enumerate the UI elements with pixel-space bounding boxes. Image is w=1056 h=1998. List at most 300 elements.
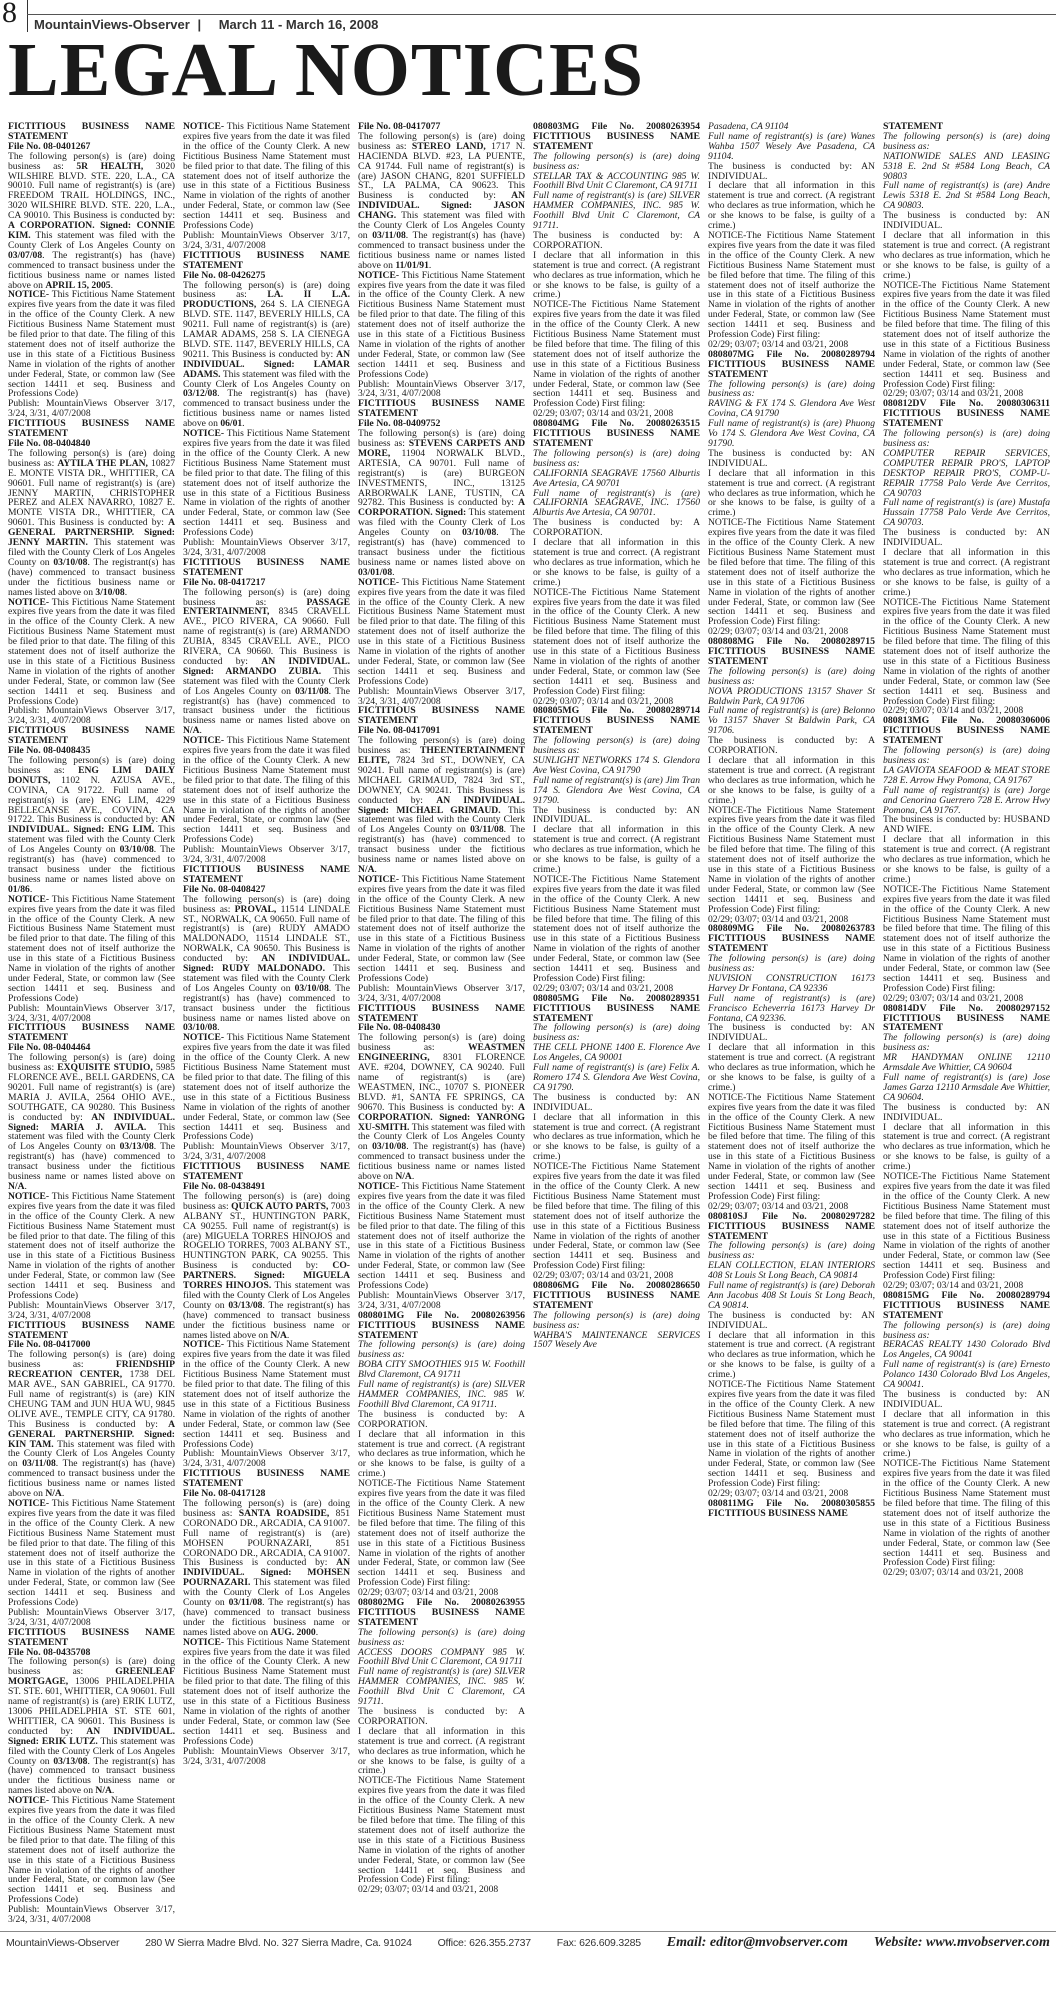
- business-name: LA GAVIOTA SEAFOOD & MEAT STORE 728 E. Arrow Hwy Pomona, CA 91767: [883, 764, 1050, 786]
- notice-body: The following person(s) is (are) doing business as: STEVENS CARPETS AND MORE, 11904 NORWALK BLVD., ARTESIA, CA 90701. Full name of registrant(s) is (are) BURGEON INVESTMENTS, INC., 13125 ARBORWALK LANE, TUSTIN, CA 92782. This Business is conducted by: A CORPORATION. Signed: This statement was filed with the County Clerk of Los Angeles County on 03/10/08. The registrant(s) has (have) commenced to transact business under the fictitious business name or names listed above on 03/01/08.: [358, 428, 525, 578]
- file-number: File No. 08-0408427: [183, 883, 266, 895]
- notice-bold-text: AN INDIVIDUAL. Signed: RUDY MALDONADO.: [183, 953, 350, 975]
- notice-bold-text: 03/11/08: [372, 229, 406, 241]
- notice-heading: 080811MG File No. 20080305855 FICTITIOUS BUSINESS NAME: [708, 1497, 875, 1519]
- publish-dates: 02/29; 03/07; 03/14 and 03/21, 2008: [883, 992, 1024, 1004]
- notice-text: NOTICE-The Fictitious Name Statement expires five years from the date it was filed in the office of the County Clerk. A new Fictitious Business Name Statement must be filed before that time. The filing of this statement does not of itself authorize the use in this state of a Fictitious Business Name in violation of the rights of another under Federal, State, or common law (See section 14411 et seq. Business and Profession Code) First filing:: [358, 1775, 525, 1886]
- notice-column-3: [358, 122, 525, 1925]
- notice-text: NOTICE-The Fictitious Name Statement expires five years from the date it was filed in the office of the County Clerk. A new Fictitious Business Name Statement must be filed before that time. The filing of this statement does not of itself authorize the use in this state of a Fictitious Business Name in violation of the rights of another under Federal, State, or common law (See section 14411 et seq. Business and Profession Code) First filing:: [533, 1161, 700, 1272]
- notice-heading: FICTITIOUS BUSINESS NAME STATEMENT: [358, 705, 525, 727]
- notice-bold-text: EXQUISITE STUDIO,: [57, 1062, 153, 1074]
- notice-bold-text: 03/13/08: [228, 1299, 263, 1311]
- conducted-by: The business is conducted by: HUSBAND AND WIFE.: [883, 814, 1050, 836]
- notice-text: NOTICE- This Fictitious Name Statement expires five years from the date it was filed in the office of the County Clerk. A new Fictitious Business Name Statement must be filed prior to that date. The filing of this statement does not of itself authorize the use in this state of a Fictitious Business Name in violation of the rights of another under Federal, State, or common law (See section 14411 et seq. Business and Professions Code): [8, 1497, 175, 1609]
- notice-bold-text: 03/11/08: [470, 824, 504, 836]
- legal-notice: [183, 1162, 350, 1469]
- conducted-by: The business is conducted by: AN INDIVIDUAL.: [883, 1101, 1050, 1123]
- notice-intro: The following person(s) is (are) doing business as:: [533, 1309, 700, 1331]
- publish-dates: 02/29; 03/07; 03/14 and 03/21, 2008: [883, 1280, 1024, 1292]
- notice-text: NOTICE-The Fictitious Name Statement expires five years from the date it was filed in the office of the County Clerk. A new Fictitious Business Name Statement must be filed before that time. The filing of this statement does not of itself authorize the use in this state of a Fictitious Business Name in violation of the rights of another under Federal, State, or common law (See section 14411 et seq. Business and Profession Code) First filing:: [533, 299, 700, 410]
- file-number: File No. 08-0408430: [358, 1022, 441, 1034]
- notice-body: The following person(s) is (are) doing business as: ENG LIM DAILY DONUTS, 1102 N. AZUSA AVE., COVINA, CA 91722. Full name of registrant(s) is (are) ENG LIM, 4229 BELLECANSE AVE., COVINA, CA 91722. This Business is conducted by: AN INDIVIDUAL. Signed: ENG LIM. This statement was filed with the County Clerk of Los Angeles County on 03/10/08. The registrant(s) has (have) commenced to transact business under the fictitious business name or names listed above on 01/86.: [8, 755, 176, 895]
- publish-line: Publish: MountainViews Observer 3/17, 3/24, 3/31, 4/07/2008: [183, 229, 350, 251]
- notice-label: NOTICE-: [8, 289, 50, 301]
- notice-bold-text: 03/13/08: [119, 1141, 154, 1153]
- notice-bold-text: A CORPORATION. Signed: CONNIE KIM.: [8, 220, 175, 241]
- notice-label: NOTICE-: [183, 1339, 225, 1351]
- notice-text: NOTICE- This Fictitious Name Statement expires five years from the date it was filed in the office of the County Clerk. A new Fictitious Business Name Statement must be filed prior to that date. The filing of this statement does not of itself authorize the use in this state of a Fictitious Business Name in violation of the rights of another under Federal, State, or common law (See section 14411 et seq. Business and Professions Code): [183, 121, 350, 232]
- registrant: Full name of registrant(s) is (are) Phuong Vo 174 S. Glendora Ave West Covina, CA 91790.: [708, 418, 875, 449]
- business-name: ELAN COLLECTION, ELAN INTERIORS 408 St Louis St Long Beach, CA 90814: [708, 1260, 875, 1282]
- legal-notice: [183, 251, 350, 558]
- declaration: I declare that all information in this statement is true and correct. (A registrant who declares as true information, which he or she knows to be false, is guilty of a crime.): [533, 824, 700, 875]
- declaration: I declare that all information in this statement is true and correct. (A registrant who declares as true information, which he or she knows to be false, is guilty of a crime.): [358, 1428, 525, 1480]
- notice-intro: The following person(s) is (are) doing business as:: [883, 1319, 1050, 1341]
- business-name: COMPUTER REPAIR SERVICES, COMPUTER REPAIR PRO'S, LAPTOP DESKTOP REPAIR PRO'S, COMP-U-REPAIR 17758 Palo Verde Ave Cerritos, CA 90703: [883, 447, 1050, 499]
- conducted-by: The business is conducted by: AN INDIVIDUAL.: [708, 1309, 875, 1331]
- business-name: BERACAS REALTY 1430 Colorado Blvd Los Angeles, CA 90041: [883, 1339, 1050, 1361]
- header-rule: [27, 14, 1056, 15]
- publish-line: Publish: MountainViews Observer 3/17, 3/24, 3/31, 4/07/2008: [8, 1299, 175, 1321]
- notice-intro: The following person(s) is (are) doing business as:: [708, 665, 875, 687]
- notice-label: NOTICE-: [8, 893, 50, 905]
- notice-text: NOTICE-The Fictitious Name Statement expires five years from the date it was filed in the office of the County Clerk. A new Fictitious Business Name Statement must be filed before that time. The filing of this statement does not of itself authorize the use in this state of a Fictitious Business Name in violation of the rights of another under Federal, State, or common law (See section 14411 et seq. Business and Profession Code) First filing:: [883, 596, 1050, 707]
- conducted-by: The business is conducted by: AN INDIVIDUAL.: [883, 1389, 1050, 1410]
- notice-bold-text: LA. II L.A. PRODUCTIONS,: [183, 289, 350, 311]
- notice-bold-text: AUG. 2000: [270, 1626, 316, 1638]
- business-name: BOBA CITY SMOOTHIES 915 W. Foothill Blvd Claremont, CA 91711: [358, 1359, 525, 1381]
- legal-notice: [883, 399, 1050, 716]
- registrant: Full name of registrant(s) is (are) Felix A. Romero 174 S. Glendora Ave West Covina, CA 91790.: [533, 1062, 700, 1093]
- file-number: File No. 08-0417128: [183, 1488, 266, 1500]
- page-headline: LEGAL NOTICES: [8, 28, 644, 112]
- legal-notice: [358, 399, 525, 706]
- publish-line: Publish: MountainViews Observer 3/17, 3/24, 3/31, 4/07/2008: [358, 685, 525, 707]
- notice-bold-text: AN INDIVIDUAL. Signed: JASON CHANG.: [358, 190, 525, 222]
- file-number: File No. 08-0417091: [358, 725, 441, 737]
- registrant: Full name of registrant(s) is (are) Francisco Echeverria 16173 Harvey Dr Fontana, CA 92336.: [708, 992, 875, 1024]
- business-name: RAVING & FX 174 S. Glendora Ave West Covina, CA 91790: [708, 398, 875, 420]
- legal-notice: [708, 1499, 875, 1519]
- legal-notice: [883, 716, 1050, 1003]
- legal-notice: [183, 122, 350, 251]
- publish-line: Publish: MountainViews Observer 3/17, 3/24, 3/31, 4/07/2008: [358, 1289, 525, 1311]
- notice-bold-text: N/A: [270, 1329, 287, 1341]
- publish-line: Publish: MountainViews Observer 3/17, 3/24, 3/31, 4/07/2008: [8, 1904, 175, 1926]
- publish-line: Publish: MountainViews Observer 3/17, 3/24, 3/31, 4/07/2008: [358, 982, 525, 1004]
- notice-heading: FICTITIOUS BUSINESS NAME STATEMENT: [358, 398, 525, 420]
- notice-text: NOTICE-The Fictitious Name Statement expires five years from the date it was filed in the office of the County Clerk. A new Fictitious Business Name Statement must be filed before that time. The filing of this statement does not of itself authorize the use in this state of a Fictitious Business Name in violation of the rights of another under Federal, State, or common law (See section 14411 et seq. Business and Profession Code) First filing:: [708, 229, 875, 341]
- declaration: I declare that all information in this statement is true and correct. (A registrant who declares as true information, which he or she knows to be false, is guilty of a crime.): [883, 1121, 1050, 1173]
- notice-column-1: [8, 122, 175, 1925]
- notice-bold-text: A CORPORATION. Signed: YANRONG XU-SMITH.: [358, 1101, 525, 1133]
- legal-notice: [8, 726, 175, 1023]
- business-name: ACCESS DOORS COMPANY 985 W. Foothill Blvd Unit C Claremont, CA 91711: [358, 1646, 525, 1668]
- publish-line: Publish: MountainViews Observer 3/17, 3/24, 3/31, 4/07/2008: [8, 1606, 175, 1628]
- file-number: File No. 08-0438491: [183, 1180, 266, 1192]
- notice-text: NOTICE- This Fictitious Name Statement expires five years from the date it was filed in the office of the County Clerk. A new Fictitious Business Name Statement must be filed prior to that date. The filing of this statement does not of itself authorize the use in this state of a Fictitious Business Name in violation of the rights of another under Federal, State, or common law (See section 14411 et seq. Business and Professions Code): [358, 873, 525, 984]
- notice-heading: FICTITIOUS BUSINESS NAME STATEMENT: [183, 1468, 350, 1490]
- notice-intro: The following person(s) is (are) doing business as:: [533, 447, 700, 469]
- page-header: [0, 0, 1056, 122]
- notice-label: NOTICE-: [358, 576, 400, 588]
- notice-label: NOTICE-: [8, 1795, 50, 1807]
- notice-bold-text: THEENTERTAINMENT ELITE,: [358, 745, 525, 766]
- registrant: Full name of registrant(s) is (are) Andre Lewis 5318 E. 2nd St #584 Long Beach, CA 90803.: [883, 180, 1050, 212]
- notice-text: NOTICE- This Fictitious Name Statement expires five years from the date it was filed in the office of the County Clerk. A new Fictitious Business Name Statement must be filed prior to that date. The filing of this statement does not of itself authorize the use in this state of a Fictitious Business Name in violation of the rights of another under Federal, State, or common law (See section 14411 et seq. Business and Professions Code): [358, 269, 525, 380]
- notice-heading: 080815MG File No. 20080289794 FICTITIOUS BUSINESS NAME STATEMENT: [883, 1289, 1050, 1321]
- declaration: I declare that all information in this statement is true and correct. (A registrant who declares as true information, which he or she knows to be false, is guilty of a crime.): [533, 1111, 700, 1163]
- notice-intro: The following person(s) is (are) doing business as:: [533, 735, 700, 757]
- conducted-by: The business is conducted by: AN INDIVIDUAL.: [708, 1022, 875, 1044]
- notice-text: NOTICE- This Fictitious Name Statement expires five years from the date it was filed in the office of the County Clerk. A new Fictitious Business Name Statement must be filed prior to that date. The filing of this statement does not of itself authorize the use in this state of a Fictitious Business Name in violation of the rights of another under Federal, State, or common law (See section 14411 et seq. Business and Professions Code): [183, 1339, 350, 1450]
- notice-heading: FICTITIOUS BUSINESS NAME STATEMENT: [183, 863, 350, 885]
- registrant: Full name of registrant(s) is (are) Wanes Wahba 1507 Wesely Ave Pasadena, CA 91104.: [708, 130, 875, 162]
- publish-line: Publish: MountainViews Observer 3/17, 3/24, 3/31, 4/07/2008: [183, 844, 350, 866]
- notice-columns: [8, 122, 1050, 1925]
- legal-notice: [183, 865, 350, 1162]
- notice-label: NOTICE-: [183, 1032, 225, 1044]
- registrant: Full name of registrant(s) is (are) SILVER HAMMER COMPANIES, INC. 985 W. Foothill Blvd Unit C Claremont, CA 91711.: [533, 190, 700, 232]
- conducted-by: The business is conducted by: A CORPORATION.: [358, 1706, 525, 1727]
- legal-notice: [708, 350, 875, 637]
- legal-notice: [8, 1023, 175, 1320]
- business-name: Pasadena, CA 91104: [708, 121, 789, 132]
- notice-intro: The following person(s) is (are) doing business as:: [708, 378, 875, 400]
- legal-notice: [358, 1004, 525, 1311]
- notice-text: NOTICE- This Fictitious Name Statement expires five years from the date it was filed in the office of the County Clerk. A new Fictitious Business Name Statement must be filed prior to that date. The filing of this statement does not of itself authorize the use in this state of a Fictitious Business Name in violation of the rights of another under Federal, State, or common law (See section 14411 et seq. Business and Professions Code): [183, 428, 350, 539]
- conducted-by: The business is conducted by: AN INDIVIDUAL.: [883, 527, 1050, 549]
- notice-column-2: [183, 122, 350, 1925]
- conducted-by: The business is conducted by: AN INDIVIDUAL.: [708, 160, 875, 182]
- legal-notice: [533, 122, 700, 419]
- legal-notice: [8, 1628, 175, 1925]
- notice-text: NOTICE- This Fictitious Name Statement expires five years from the date it was filed in the office of the County Clerk. A new Fictitious Business Name Statement must be filed prior to that date. The filing of this statement does not of itself authorize the use in this state of a Fictitious Business Name in violation of the rights of another under Federal, State, or common law (See section 14411 et seq. Business and Professions Code): [8, 596, 175, 707]
- notice-bold-text: A GENERAL PARTNERSHIP. Signed: JENNY MARTIN.: [8, 517, 175, 549]
- publish-dates: 02/29; 03/07; 03/14 and 03/21, 2008: [358, 1884, 499, 1896]
- file-number: File No. 08-0404464: [8, 1042, 91, 1054]
- notice-bold-text: AN INDIVIDUAL. Signed: MOHSEN POURNAZARI.: [183, 1557, 350, 1589]
- conducted-by: The business is conducted by: AN INDIVIDUAL.: [708, 447, 875, 469]
- conducted-by: The business is conducted by: AN INDIVIDUAL.: [533, 804, 700, 826]
- notice-heading: 080808MG File No. 20080289715 FICTITIOUS BUSINESS NAME STATEMENT: [708, 636, 875, 667]
- footer-paper: MountainViews-Observer: [6, 1936, 120, 1949]
- notice-heading: FICTITIOUS BUSINESS NAME STATEMENT: [183, 1161, 350, 1183]
- business-name: NOVA PRODUCTIONS 13157 Shaver St Baldwin Park, CA 91706: [708, 685, 875, 707]
- notice-bold-text: N/A: [183, 725, 200, 737]
- notice-label: NOTICE-: [183, 1636, 225, 1648]
- footer-fax: Fax: 626.609.3285: [556, 1936, 641, 1949]
- notice-bold-text: N/A: [8, 1180, 25, 1192]
- business-name: CALIFORNIA SEAGRAVE 17560 Alburtis Ave Artesia, CA 90701: [533, 467, 700, 489]
- publish-dates: 02/29; 03/07; 03/14 and 03/21, 2008: [533, 695, 674, 707]
- legal-notice: [708, 924, 875, 1211]
- notice-bold-text: 03/10/08: [119, 844, 154, 856]
- masthead-paper: MountainViews-Observer: [34, 17, 190, 32]
- notice-bold-text: AN INDIVIDUAL. Signed: ERIK LUTZ.: [8, 1725, 175, 1747]
- notice-body: The following person(s) is (are) doing business as: WEASTMEN ENGINEERING, 8301 FLORENCE AVE. #204, DOWNEY, CA 90240. Full name of registrant(s) is (are) WEASTMEN, INC., 10707 S. PIONEER BLVD. #1, SANTA FE SPRINGS, CA 90670. This Business is conducted by: A CORPORATION. Signed: YANRONG XU-SMITH. This statement was filed with the County Clerk of Los Angeles County on 03/10/08. The registrant(s) has (have) commenced to transact business under the fictitious business name or names listed above on N/A.: [358, 1032, 525, 1183]
- notice-body: The following person(s) is (are) doing business as: EXQUISITE STUDIO, 5985 FLORENCE AVE., BELL GARDENS, CA 90201. Full name of registrant(s) is (are) MARIA J. AVILA, 2564 OHIO AVE., SOUTHGATE, CA 90280. This Business is conducted by: AN INDIVIDUAL. Signed: MARIA J. AVILA. This statement was filed with the County Clerk of Los Angeles County on 03/13/08. The registrant(s) has (have) commenced to transact business under the fictitious business name or names listed above on N/A.: [8, 1052, 175, 1192]
- legal-notice: [883, 122, 1050, 399]
- notice-body: The following person(s) is (are) doing business as: SANTA ROADSIDE, 851 CORONADO DR., ARCADIA, CA 91007. Full name of registrant(s) is (are) MOHSEN POURNAZARI, 851 CORONADO DR., ARCADIA, CA 91007. This Business is conducted by: AN INDIVIDUAL. Signed: MOHSEN POURNAZARI. This statement was filed with the County Clerk of Los Angeles County on 03/11/08. The registrant(s) has (have) commenced to transact business under the fictitious business name or names listed above on AUG. 2000.: [183, 1497, 351, 1638]
- notice-label: NOTICE-: [358, 1180, 400, 1192]
- file-number: File No. 08-0417217: [183, 576, 266, 588]
- file-number: File No. 08-0417000: [8, 1339, 91, 1351]
- notice-heading: 080814DV File No. 20080297152 FICTITIOUS BUSINESS NAME STATEMENT: [883, 1002, 1050, 1034]
- notice-heading: FICTITIOUS BUSINESS NAME STATEMENT: [8, 1626, 175, 1648]
- notice-bold-text: 01/86: [8, 883, 30, 895]
- legal-notice: [8, 122, 175, 419]
- publish-dates: 02/29; 03/07; 03/14 and 03/21, 2008: [883, 1567, 1024, 1579]
- notice-bold-text: PROVAL,: [234, 903, 277, 915]
- notice-text: NOTICE- This Fictitious Name Statement expires five years from the date it was filed in the office of the County Clerk. A new Fictitious Business Name Statement must be filed prior to that date. The filing of this statement does not of itself authorize the use in this state of a Fictitious Business Name in violation of the rights of another under Federal, State, or common law (See section 14411 et seq. Business and Professions Code): [183, 735, 350, 846]
- notice-intro: The following person(s) is (are) doing business as:: [358, 1626, 525, 1648]
- registrant: Full name of registrant(s) is (are) Jorge and Cenorina Guerrero 728 E. Arrow Hwy Pomona, CA 91767.: [883, 784, 1050, 816]
- notice-column-5: [708, 122, 875, 1925]
- file-number: File No. 08-0435708: [8, 1646, 91, 1658]
- legal-notice: [183, 1469, 350, 1766]
- legal-notice: [533, 706, 700, 993]
- registrant: Full name of registrant(s) is (are) Jose James Garza 12110 Armsdale Ave Whittier, CA 90604.: [883, 1072, 1050, 1103]
- publish-dates: 02/29; 03/07; 03/14 and 03/21, 2008: [708, 1200, 849, 1212]
- notice-text: NOTICE-The Fictitious Name Statement expires five years from the date it was filed in the office of the County Clerk. A new Fictitious Business Name Statement must be filed before that time. The filing of this statement does not of itself authorize the use in this state of a Fictitious Business Name in violation of the rights of another under Federal, State, or common law (See section 14411 et seq. Business and Profession Code) First filing:: [708, 804, 875, 915]
- legal-notice: [358, 1311, 525, 1598]
- notice-body: The following person(s) is (are) doing business as: QUICK AUTO PARTS, 7003 ALBANY ST., HUNTINGTON PARK, CA 90255. Full name of registrant(s) is (are) MIGUELA TORRES HINOJOS and ROGELIO TORRES, 7003 ALBANY ST., HUNTINGTON PARK, CA 90255. This Business is conducted by: CO-PARTNERS. Signed: MIGUELA TORRES HINOJOS. This statement was filed with the County Clerk of Los Angeles County on 03/13/08. The registrant(s) has (have) commenced to transact business under the fictitious business name or names listed above on N/A.: [183, 1190, 350, 1341]
- legal-notice: [358, 1598, 525, 1895]
- publish-dates: 02/29; 03/07; 03/14 and 03/21, 2008: [883, 705, 1024, 717]
- publish-line: Publish: MountainViews Observer 3/17, 3/24, 3/31, 4/07/2008: [183, 537, 350, 558]
- legal-notice: [8, 419, 175, 726]
- notice-bold-text: 03/10/08: [183, 1022, 218, 1034]
- legal-notice: [358, 122, 525, 399]
- legal-notice: [883, 1004, 1050, 1291]
- footer-office: Office: 626.355.2737: [437, 1936, 531, 1949]
- notice-bold-text: 03/13/08: [53, 1755, 88, 1767]
- notice-bold-text: PASSAGE ENTERTAINMENT,: [183, 596, 350, 618]
- publish-dates: 02/29; 03/07; 03/14 and 03/21, 2008: [708, 913, 849, 925]
- file-number: File No. 08-0417077: [358, 121, 441, 132]
- publish-line: Publish: MountainViews Observer 3/17, 3/24, 3/31, 4/07/2008: [8, 705, 175, 727]
- notice-text: NOTICE- This Fictitious Name Statement expires five years from the date it was filed in the office of the County Clerk. A new Fictitious Business Name Statement must be filed prior to that date. The filing of this statement does not of itself authorize the use in this state of a Fictitious Business Name in violation of the rights of another under Federal, State, or common law (See section 14411 et seq. Business and Professions Code): [183, 1636, 350, 1747]
- conducted-by: The business is conducted by: A CORPORATION.: [533, 229, 700, 251]
- notice-intro: The following person(s) is (are) doing business as:: [883, 745, 1050, 766]
- file-number: File No. 08-0408435: [8, 745, 91, 757]
- notice-text: NOTICE-The Fictitious Name Statement expires five years from the date it was filed in the office of the County Clerk. A new Fictitious Business Name Statement must be filed before that time. The filing of this statement does not of itself authorize the use in this state of a Fictitious Business Name in violation of the rights of another under Federal, State, or common law (See section 14411 et seq. Business and Profession Code) First filing:: [883, 1171, 1050, 1282]
- footer-email[interactable]: Email: editor@mvobserver.com: [666, 1934, 848, 1950]
- notice-bold-text: 03/12/08: [183, 388, 218, 400]
- notice-bold-text: QUICK AUTO PARTS,: [231, 1200, 329, 1212]
- notice-bold-text: A GENERAL PARTNERSHIP. Signed: KIN TAM.: [8, 1418, 175, 1450]
- registrant: Full name of registrant(s) is (are) Jim Tran 174 S. Glendora Ave West Covina, CA 91790.: [533, 774, 700, 806]
- notice-heading: FICTITIOUS BUSINESS NAME STATEMENT: [183, 249, 350, 271]
- business-name: STELLAR TAX & ACCOUNTING 985 W. Foothill Blvd Unit C Claremont, CA 91711: [533, 170, 700, 192]
- legal-notice: [533, 419, 700, 706]
- notice-heading: FICTITIOUS BUSINESS NAME STATEMENT: [8, 418, 175, 440]
- conducted-by: The business is conducted by: A CORPORATION.: [533, 517, 700, 539]
- declaration: I declare that all information in this statement is true and correct. (A registrant who declares as true information, which he or she knows to be false, is guilty of a crime.): [708, 755, 875, 806]
- notice-text: NOTICE-The Fictitious Name Statement expires five years from the date it was filed in the office of the County Clerk. A new Fictitious Business Name Statement must be filed before that time. The filing of this statement does not of itself authorize the use in this state of a Fictitious Business Name in violation of the rights of another under Federal, State, or common law (See section 14411 et seq. Business and Profession Code) First filing:: [708, 1091, 875, 1202]
- notice-bold-text: 03/11/08: [228, 1597, 263, 1609]
- notice-label: NOTICE-: [8, 596, 50, 608]
- notice-heading: 080807MG File No. 20080289794 FICTITIOUS BUSINESS NAME STATEMENT: [708, 348, 875, 380]
- notice-body: The following person(s) is (are) doing business as: PASSAGE ENTERTAINMENT, 8345 CRAVELL AVE., PICO RIVERA, CA 90660. Full name of registrant(s) is (are) ARMANDO ZUBIA, 8345 CRAVELL AVE., PICO RIVERA, CA 90660. This Business is conducted by: AN INDIVIDUAL. Signed: ARMANDO ZUBIA. This statement was filed with the County Clerk of Los Angeles County on 03/11/08. The registrant(s) has (have) commenced to transact business under the fictitious business name or names listed above on N/A.: [183, 586, 350, 737]
- file-number: File No. 08-0426275: [183, 269, 266, 281]
- notice-label: NOTICE-: [358, 269, 400, 281]
- notice-body: The following person(s) is (are) doing business as: 5R HEALTH, 3020 WILSHIRE BLVD. STE. 220, L.A., CA 90010. Full name of registrant(s) is (are) FREEDOM TRAIL HOLDINGS, INC., 3020 WILSHIRE BLVD. STE. 220, L.A., CA 90010. This Business is conducted by: A CORPORATION. Signed: CONNIE KIM. This statement was filed with the County Clerk of Los Angeles County on 03/07/08. The registrant(s) has (have) commenced to transact business under the fictitious business name or names listed above on APRIL 15, 2005.: [8, 150, 175, 291]
- legal-notice: [8, 1321, 175, 1628]
- registrant: Full name of registrant(s) is (are) CALIFORNIA SEAGRAVE, INC. 17560 Alburtis Ave Artesia, CA 90701.: [533, 487, 700, 519]
- notice-bold-text: N/A: [45, 1488, 62, 1500]
- declaration: I declare that all information in this statement is true and correct. (A registrant who declares as true information, which he or she knows to be false, is guilty of a crime.): [708, 467, 875, 519]
- declaration: I declare that all information in this statement is true and correct. (A registrant who declares as true information, which he or she knows to be false, is guilty of a crime.): [708, 180, 875, 232]
- notice-label: NOTICE-: [8, 1190, 50, 1202]
- notice-intro: The following person(s) is (are) doing business as:: [883, 130, 1050, 152]
- publish-dates: 02/29; 03/07; 03/14 and 03/21, 2008: [708, 626, 849, 638]
- notice-bold-text: 03/10/08: [53, 556, 88, 568]
- notice-body: The following person(s) is (are) doing business as: PROVAL, 11514 LINDALE ST., NORWALK, CA 90650. Full name of registrant(s) is (are) RUDY AMADO MALDONADO, 11514 LINDALE ST., NORWALK, CA 90650. This Business is conducted by: AN INDIVIDUAL. Signed: RUDY MALDONADO. This statement was filed with the County Clerk of Los Angeles County on 03/10/08. The registrant(s) has (have) commenced to transact business under the fictitious business name or names listed above on 03/10/08.: [183, 893, 351, 1034]
- notice-heading: FICTITIOUS BUSINESS NAME STATEMENT: [8, 1022, 175, 1044]
- notice-text: NOTICE- This Fictitious Name Statement expires five years from the date it was filed in the office of the County Clerk. A new Fictitious Business Name Statement must be filed prior to that date. The filing of this statement does not of itself authorize the use in this state of a Fictitious Business Name in violation of the rights of another under Federal, State, or common law (See section 14411 et seq. Business and Professions Code): [8, 289, 175, 400]
- business-name: MR HANDYMAN ONLINE 12110 Armsdale Ave Whittier, CA 90604: [883, 1052, 1050, 1074]
- declaration: I declare that all information in this statement is true and correct. (A registrant who declares as true information, which he or she knows to be false, is guilty of a crime.): [883, 546, 1050, 598]
- notice-bold-text: STEREO LAND,: [411, 140, 486, 152]
- declaration: I declare that all information in this statement is true and correct. (A registrant who declares as true information, which he or she knows to be false, is guilty of a crime.): [533, 249, 700, 301]
- legal-notice: [533, 994, 700, 1281]
- notice-bold-text: APRIL 15, 2005: [45, 279, 111, 291]
- conducted-by: The business is conducted by: A CORPORATION.: [358, 1408, 525, 1430]
- footer-website[interactable]: Website: www.mvobserver.com: [873, 1934, 1050, 1950]
- notice-bold-text: FRIENDSHIP RECREATION CENTER,: [8, 1359, 175, 1381]
- notice-label: NOTICE-: [183, 735, 225, 747]
- notice-intro: The following person(s) is (are) doing business as:: [708, 1240, 875, 1262]
- notice-bold-text: 03/10/08: [372, 1141, 407, 1153]
- notice-heading: FICTITIOUS BUSINESS NAME STATEMENT: [8, 1319, 175, 1341]
- legal-notice: [883, 1291, 1050, 1578]
- notice-heading: 080802MG File No. 20080263955 FICTITIOUS BUSINESS NAME STATEMENT: [358, 1597, 525, 1628]
- notice-text: NOTICE-The Fictitious Name Statement expires five years from the date it was filed in the office of the County Clerk. A new Fictitious Business Name Statement must be filed before that time. The filing of this statement does not of itself authorize the use in this state of a Fictitious Business Name in violation of the rights of another under Federal, State, or common law (See section 14411 et seq. Business and Profession Code) First filing:: [533, 586, 700, 697]
- page-number: 8: [2, 0, 17, 29]
- publish-dates: 02/29; 03/07; 03/14 and 03/21, 2008: [533, 408, 674, 420]
- conducted-by: The business is conducted by: A CORPORATION.: [708, 735, 875, 757]
- notice-heading: FICTITIOUS BUSINESS NAME STATEMENT: [8, 121, 175, 142]
- notice-body: The following person(s) is (are) doing business as: THEENTERTAINMENT ELITE, 7824 3rd ST., DOWNEY, CA 90241. Full name of registrant(s) is (are) MICHAEL GRIMAUD, 7824 3rd ST., DOWNEY, CA 90241. This Business is conducted by: AN INDIVIDUAL. Signed: MICHAEL GRIMAUD. This statement was filed with the County Clerk of Los Angeles County on 03/11/08. The registrant(s) has (have) commenced to transact business under the fictitious business name or names listed above on N/A.: [358, 735, 525, 875]
- notice-intro: The following person(s) is (are) doing business as:: [358, 1339, 525, 1361]
- notice-label: NOTICE-: [358, 873, 400, 885]
- notice-heading: 080804MG File No. 20080263515 FICTITIOUS BUSINESS NAME STATEMENT: [533, 418, 700, 449]
- publish-line: Publish: MountainViews Observer 3/17, 3/24, 3/31, 4/07/2008: [8, 1002, 175, 1024]
- file-number: File No. 08-0409752: [358, 418, 441, 430]
- publish-line: Publish: MountainViews Observer 3/17, 3/24, 3/31, 4/07/2008: [183, 1448, 350, 1470]
- notice-heading: FICTITIOUS BUSINESS NAME STATEMENT: [183, 556, 350, 578]
- publish-dates: 02/29; 03/07; 03/14 and 03/21, 2008: [883, 388, 1024, 400]
- notice-heading: 080806MG File No. 20080286650 FICTITIOUS BUSINESS NAME STATEMENT: [533, 1280, 700, 1311]
- notice-text: NOTICE-The Fictitious Name Statement expires five years from the date it was filed in the office of the County Clerk. A new Fictitious Business Name Statement must be filed before that time. The filing of this statement does not of itself authorize the use in this state of a Fictitious Business Name in violation of the rights of another under Federal, State, or common law (See section 14411 et seq. Business and Profession Code) First filing:: [533, 873, 700, 984]
- notice-bold-text: STEVENS CARPETS AND MORE,: [358, 438, 525, 459]
- notice-bold-text: N/A: [95, 1785, 112, 1797]
- publish-line: Publish: MountainViews Observer 3/17, 3/24, 3/31, 4/07/2008: [183, 1745, 350, 1767]
- notice-bold-text: 03/11/08: [295, 685, 329, 697]
- registrant: Full name of registrant(s) is (are) Mustafa Hussain 17758 Palo Verde Ave Cerritos, CA 90703.: [883, 497, 1050, 529]
- legal-notice: [358, 706, 525, 1003]
- declaration: I declare that all information in this statement is true and correct. (A registrant who declares as true information, which he or she knows to be false, is guilty of a crime.): [358, 1725, 525, 1777]
- declaration: I declare that all information in this statement is true and correct. (A registrant who declares as true information, which he or she knows to be false, is guilty of a crime.): [883, 1408, 1050, 1460]
- notice-intro: The following person(s) is (are) doing business as:: [708, 953, 875, 975]
- notice-body: The following person(s) is (are) doing business as: FRIENDSHIP RECREATION CENTER, 1738 DEL MAR AVE., SAN GABRIEL, CA 91770. Full name of registrant(s) is (are) KIN CHEUNG TAM and JUN HUA WU, 9845 OLIVE AVE., TEMPLE CITY, CA 91780. This Business is conducted by: A GENERAL PARTNERSHIP. Signed: KIN TAM. This statement was filed with the County Clerk of Los Angeles County on 03/11/08. The registrant(s) has (have) commenced to transact business under the fictitious business name or names listed above on N/A.: [8, 1349, 175, 1500]
- publish-line: Publish: MountainViews Observer 3/17, 3/24, 3/31, 4/07/2008: [183, 1141, 350, 1163]
- publish-dates: 02/29; 03/07; 03/14 and 03/21, 2008: [708, 338, 849, 350]
- legal-notice: [708, 637, 875, 924]
- registrant: Full name of registrant(s) is (are) Belonno Vo 13157 Shaver St Baldwin Park, CA 91706.: [708, 705, 875, 737]
- notice-text: NOTICE- This Fictitious Name Statement expires five years from the date it was filed in the office of the County Clerk. A new Fictitious Business Name Statement must be filed prior to that date. The filing of this statement does not of itself authorize the use in this state of a Fictitious Business Name in violation of the rights of another under Federal, State, or common law (See section 14411 et seq. Business and Professions Code): [8, 1795, 175, 1906]
- notice-heading: 080801MG File No. 20080263956 FICTITIOUS BUSINESS NAME STATEMENT: [358, 1309, 525, 1341]
- notice-heading: 080810SJ File No. 20080297282 FICTITIOUS BUSINESS NAME STATEMENT: [708, 1210, 875, 1242]
- business-name: SUNLIGHT NETWORKS 174 S. Glendora Ave West Covina, CA 91790: [533, 755, 700, 776]
- publish-line: Publish: MountainViews Observer 3/17, 3/24, 3/31, 4/07/2008: [8, 398, 175, 420]
- declaration: I declare that all information in this statement is true and correct. (A registrant who declares as true information, which he or she knows to be false, is guilty of a crime.): [533, 537, 700, 588]
- notice-text: NOTICE-The Fictitious Name Statement expires five years from the date it was filed in the office of the County Clerk. A new Fictitious Business Name Statement must be filed before that time. The filing of this statement does not of itself authorize the use in this state of a Fictitious Business Name in violation of the rights of another under Federal, State, or common law (See section 14411 et seq. Business and Profession Code) First filing:: [708, 517, 875, 628]
- declaration: I declare that all information in this statement is true and correct. (A registrant who declares as true information, which he or she knows to be false, is guilty of a crime.): [883, 834, 1050, 885]
- notice-bold-text: CO-PARTNERS. Signed: MIGUELA TORRES HINOJOS.: [183, 1260, 350, 1292]
- notice-intro: The following person(s) is (are) doing business as:: [883, 1032, 1050, 1054]
- notice-bold-text: 03/11/08: [22, 1458, 56, 1470]
- legal-notice: [708, 1212, 875, 1499]
- notice-column-6: [883, 122, 1050, 1925]
- notice-bold-text: N/A: [395, 1171, 412, 1183]
- notice-body: The following person(s) is (are) doing business as: GREENLEAF MORTGAGE, 13006 PHILADELPHIA ST. STE. 601, WHITTIER, CA 90601. Full name of registrant(s) is (are) ERIK LUTZ, 13006 PHILADELPHIA ST. STE 601, WHITTIER, CA 90601. This Business is conducted by: AN INDIVIDUAL. Signed: ERIK LUTZ. This statement was filed with the County Clerk of Los Angeles County on 03/13/08. The registrant(s) has (have) commenced to transact business under the fictitious business name or names listed above on N/A.: [8, 1656, 176, 1797]
- notice-bold-text: AN INDIVIDUAL. Signed: ENG LIM.: [8, 814, 175, 836]
- notice-text: NOTICE- This Fictitious Name Statement expires five years from the date it was filed in the office of the County Clerk. A new Fictitious Business Name Statement must be filed prior to that date. The filing of this statement does not of itself authorize the use in this state of a Fictitious Business Name in violation of the rights of another under Federal, State, or common law (See section 14411 et seq. Business and Professions Code): [8, 893, 175, 1004]
- notice-heading: 080805MG File No. 20080289714 FICTITIOUS BUSINESS NAME STATEMENT: [533, 705, 700, 737]
- notice-text: NOTICE-The Fictitious Name Statement expires five years from the date it was filed in the office of the County Clerk. A new Fictitious Business Name Statement must be filed before that time. The filing of this statement does not of itself authorize the use in this state of a Fictitious Business Name in violation of the rights of another under Federal, State, or common law (See section 14411 et seq. Business and Profession Code) First filing:: [883, 279, 1050, 390]
- notice-bold-text: ENG LIM DAILY DONUTS,: [8, 764, 175, 786]
- footer: [0, 1931, 1056, 1954]
- file-number: File No. 08-0404840: [8, 438, 91, 449]
- notice-column-4: [533, 122, 700, 1925]
- publish-dates: 02/29; 03/07; 03/14 and 03/21, 2008: [533, 1270, 674, 1282]
- notice-bold-text: 03/01/08: [358, 566, 393, 578]
- notice-bold-text: AN INDIVIDUAL. Signed: LAMAR ADAMS.: [183, 348, 350, 380]
- conducted-by: The business is conducted by: AN INDIVIDUAL.: [533, 1091, 700, 1113]
- notice-heading: FICTITIOUS BUSINESS NAME STATEMENT: [358, 1002, 525, 1024]
- declaration: I declare that all information in this statement is true and correct. (A registrant who declares as true information, which he or she knows to be false, is guilty of a crime.): [708, 1329, 875, 1381]
- notice-text: NOTICE-The Fictitious Name Statement expires five years from the date it was filed in the office of the County Clerk. A new Fictitious Business Name Statement must be filed before that time. The filing of this statement does not of itself authorize the use in this state of a Fictitious Business Name in violation of the rights of another under Federal, State, or common law (See section 14411 et seq. Business and Profession Code) First filing:: [883, 883, 1050, 994]
- notice-bold-text: 03/07/08: [8, 249, 43, 261]
- legal-notice: [533, 1281, 700, 1350]
- notice-bold-text: 5R HEALTH,: [76, 160, 144, 172]
- masthead-dates: March 11 - March 16, 2008: [218, 17, 379, 32]
- notice-label: NOTICE-: [183, 428, 225, 440]
- notice-body: The following person(s) is (are) doing business as: AYTILA THE PLAN, 10827 E. MONTE VISTA DR., WHITTIER, CA 90601. Full name of registrant(s) is (are) JENNY MARTIN, CHRISTOPHER PEREZ and ALEX NAVARRO, 10827 E. MONTE VISTA DR., WHITTIER, CA 90601. This Business is conducted by: A GENERAL PARTNERSHIP. Signed: JENNY MARTIN. This statement was filed with the County Clerk of Los Angeles County on 03/10/08. The registrant(s) has (have) commenced to transact business under the fictitious business name or names listed above on 3/10/08.: [8, 447, 176, 598]
- notice-bold-text: 06/01: [220, 418, 243, 430]
- registrant: Full name of registrant(s) is (are) Ernesto Polanco 1430 Colorado Blvd Los Angeles, CA 90041.: [883, 1359, 1050, 1391]
- publish-line: Publish: MountainViews Observer 3/17, 3/24, 3/31, 4/07/2008: [358, 378, 525, 400]
- notice-bold-text: AYTILA THE PLAN,: [57, 457, 148, 469]
- notice-heading: 080812DV File No. 20080306311 FICTITIOUS BUSINESS NAME STATEMENT: [883, 398, 1050, 430]
- publish-dates: 02/29; 03/07; 03/14 and 03/21, 2008: [708, 1488, 849, 1500]
- notice-intro: The following person(s) is (are) doing business as:: [533, 150, 700, 172]
- notice-label: NOTICE-: [183, 121, 225, 132]
- registrant: Full name of registrant(s) is (are) SILVER HAMMER COMPANIES, INC. 985 W. Foothill Blvd Unit C Claremont, CA 91711.: [358, 1666, 525, 1708]
- notice-text: NOTICE- This Fictitious Name Statement expires five years from the date it was filed in the office of the County Clerk. A new Fictitious Business Name Statement must be filed prior to that date. The filing of this statement does not of itself authorize the use in this state of a Fictitious Business Name in violation of the rights of another under Federal, State, or common law (See section 14411 et seq. Business and Professions Code): [358, 576, 525, 687]
- notice-bold-text: SANTA ROADSIDE,: [238, 1507, 330, 1519]
- notice-bold-text: WEASTMEN ENGINEERING,: [358, 1042, 525, 1064]
- notice-bold-text: AN INDIVIDUAL. Signed: MARIA J. AVILA.: [8, 1111, 175, 1133]
- notice-bold-text: 03/10/08: [294, 982, 329, 994]
- legal-notice: [708, 122, 875, 350]
- registrant: Full name of registrant(s) is (are) SILVER HAMMER COMPANIES, INC. 985 W. Foothill Blvd Claremont, CA 91711.: [358, 1379, 525, 1410]
- notice-heading: STATEMENT: [883, 121, 944, 132]
- notice-body: The following person(s) is (are) doing business as: LA. II L.A. PRODUCTIONS, 264 S. LA CIENEGA BLVD. STE. 1147, BEVERLY HILLS, CA 90211. Full name of registrant(s) is (are) LAMAR ADAMS, 258 S. LA CIENEGA BLVD. STE. 1147, BEVERLY HILLS, CA 90211. This Business is conducted by: AN INDIVIDUAL. Signed: LAMAR ADAMS. This statement was filed with the County Clerk of Los Angeles County on 03/12/08. The registrant(s) has (have) commenced to transact business under the fictitious business name or names listed above on 06/01.: [183, 279, 350, 430]
